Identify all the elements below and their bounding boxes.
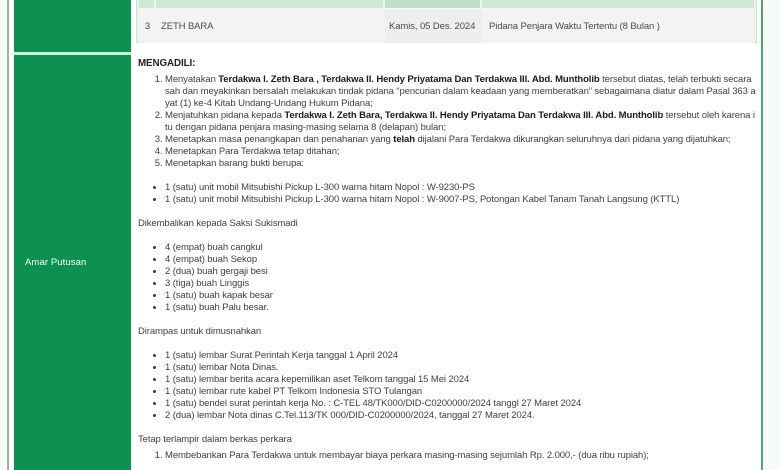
panel-border-right	[761, 0, 763, 470]
amar-paragraph: Dirampas untuk dimusnahkan	[138, 326, 262, 337]
list-item: 1. Menyatakan Terdakwa I. Zeth Bara , Terdakwa II. Hendy Priyatama Dan Terdakwa III. Abd. Muntholib tersebut diatas, telah terbukti secara sah dan meyakinkan bersalah melakukan tindak pidana “pencurian dalam keadaan yang memberatkan” sebagaimana diatur dalam Pasal 363 ayat (1) ke-4 Kitab Undang-Undang Hukum Pidana;	[165, 74, 757, 110]
amar-bullet-list	[138, 242, 757, 314]
cell-row-number: 3	[139, 9, 156, 43]
header-cell-verdict[interactable]	[482, 0, 754, 9]
list-item: • 4 (empat) buah cangkul	[165, 242, 757, 254]
list-item: • 4 (empat) buah Sekop	[165, 254, 757, 266]
list-item: • 1 (satu) bendel surat perintah kerja No. : C-TEL 48/TK000/DID-C0200000/2024 tanggl 27 Maret 2024	[165, 398, 757, 410]
amar-paragraph: Tetap terlampir dalam berkas perkara	[138, 434, 292, 445]
list-item: 2. Menjatuhkan pidana kepada Terdakwa I. Zeth Bara, Terdakwa II. Hendy Priyatama Dan Terdakwa III. Abd. Muntholib tersebut oleh karena itu dengan pidana penjara masing-masing selama 8 (delapan) bulan;	[165, 110, 757, 134]
list-item: • 1 (satu) lembar Surat Perintah Kerja tanggal 1 April 2024	[165, 350, 757, 362]
list-item: • 3 (tiga) buah Linggis	[165, 278, 757, 290]
list-item: • 1 (satu) buah kapak besar	[165, 290, 757, 302]
list-item: • 1 (satu) unit mobil Mitsubishi Pickup L-300 warna hitam Nopol : W-9007-PS, Potongan Kabel Tanam Tanah Langsung (KTTL)	[165, 194, 757, 206]
header-cell-name[interactable]	[156, 0, 385, 9]
list-item: • 2 (dua) buah gergaji besi	[165, 266, 757, 278]
list-item: 1. Membebankan Para Terdakwa untuk membayar biaya perkara masing-masing sejumlah Rp. 2.000,- (dua ribu rupiah);	[165, 450, 757, 462]
list-item: 3. Menetapkan masa penangkapan dan penahanan yang telah dijalani Para Terdakwa dikurangkan seluruhnya dari pidana yang dijatuhkan;	[165, 134, 757, 146]
list-item: • 1 (satu) lembar berita acara kepemilikan aset Telkom tanggal 15 Mei 2024	[165, 374, 757, 386]
sidebar-cell-amar-putusan	[14, 55, 131, 470]
table-row	[139, 9, 754, 43]
amar-putusan-content	[138, 58, 757, 462]
header-cell-date-sorted[interactable]	[385, 0, 482, 9]
amar-bullet-list	[138, 350, 757, 422]
panel-border-left	[7, 0, 9, 470]
row-label-amar-putusan: Amar Putusan	[25, 257, 87, 268]
cell-decision-date: Kamis, 05 Des. 2024	[385, 9, 482, 43]
list-item: 5. Menetapkan barang bukti berupa:	[165, 158, 757, 170]
list-item: • 1 (satu) unit mobil Mitsubishi Pickup L-300 warna hitam Nopol : W-9230-PS	[165, 182, 757, 194]
left-margin	[0, 0, 7, 470]
cell-verdict: Pidana Penjara Waktu Tertentu (8 Bulan )	[482, 9, 754, 43]
amar-paragraph: Dikembalikan kepada Saksi Sukismadi	[138, 218, 298, 229]
list-item: • 1 (satu) buah Palu besar.	[165, 302, 757, 314]
amar-numbered-list	[138, 74, 757, 170]
cell-defendant-name: ZETH BARA	[156, 9, 385, 43]
amar-numbered-list	[138, 450, 757, 462]
sidebar-cell-previous	[14, 0, 131, 52]
amar-heading: MENGADILI:	[138, 58, 196, 69]
list-item: • 1 (satu) lembar rute kabel PT Telkom Indonesia STO Tulangan	[165, 386, 757, 398]
table-header-row	[139, 0, 754, 9]
list-item: • 2 (dua) lembar Nota dinas C.Tel.113/TK 000/DID-C0200000/2024, tanggal 27 Maret 2024.	[165, 410, 757, 422]
list-item: 4. Menetapkan Para Terdakwa tetap ditahan;	[165, 146, 757, 158]
list-item: • 1 (satu) lembar Nota Dinas.	[165, 362, 757, 374]
right-margin	[764, 0, 780, 470]
header-cell-no[interactable]	[139, 0, 156, 9]
amar-bullet-list	[138, 182, 757, 206]
defendant-table	[136, 0, 757, 43]
